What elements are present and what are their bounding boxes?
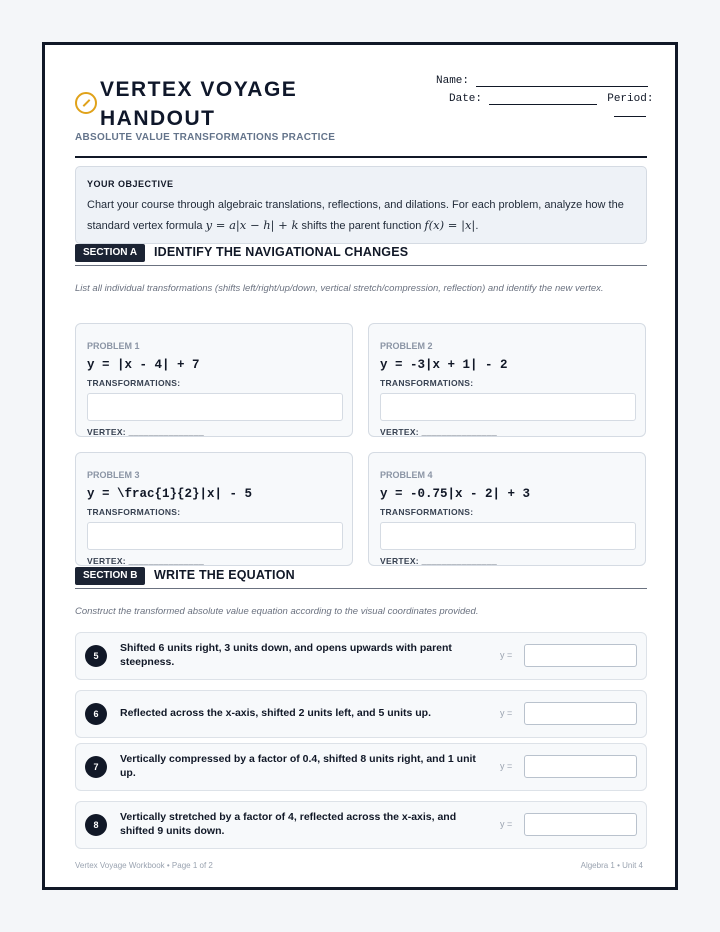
date-field[interactable] [449,93,653,105]
period-line [614,106,646,117]
problem-card-2 [368,323,646,437]
y-equals-label: y = [500,708,513,718]
date-line [489,94,597,105]
transformations-label: TRANSFORMATIONS: [87,378,181,388]
header-divider [75,156,647,158]
vertex-label[interactable]: VERTEX: _______________ [380,427,498,437]
date-label: Date: [449,93,483,105]
item-description: Shifted 6 units right, 3 units down, and opens upwards with parent steepness. [120,642,452,668]
list-item-6 [75,690,647,738]
equation-input[interactable] [524,644,637,667]
transformations-label: TRANSFORMATIONS: [380,507,474,517]
name-label: Name: [436,75,470,87]
y-equals-label: y = [500,819,513,829]
vertex-formula: y = a|x − h| + k [205,218,299,232]
vertex-label[interactable]: VERTEX: _______________ [87,427,205,437]
equation-input[interactable] [524,702,637,725]
problem-equation: y = |x - 4| + 7 [87,358,200,372]
section-b-badge: SECTION B [75,567,145,585]
compass-icon [75,92,97,114]
item-number: 8 [85,814,107,836]
problem-label: PROBLEM 2 [380,341,433,351]
objective-box [75,166,647,244]
problem-equation: y = \frac{1}{2}|x| - 5 [87,487,253,501]
problem-card-4 [368,452,646,566]
name-line [476,76,648,87]
page-title: VERTEX VOYAGE HANDOUT [100,78,298,130]
handout-page [42,42,678,890]
period-label: Period: [607,93,654,105]
problem-card-1 [75,323,353,437]
transformations-label: TRANSFORMATIONS: [87,507,181,517]
list-item-5 [75,632,647,680]
equation-input[interactable] [524,813,637,836]
problem-equation: y = -3|x + 1| - 2 [380,358,508,372]
list-item-8 [75,801,647,849]
period-field[interactable] [614,105,646,117]
name-field[interactable] [436,75,648,87]
item-number: 7 [85,756,107,778]
section-b-title: WRITE THE EQUATION [154,568,295,582]
section-a-title: IDENTIFY THE NAVIGATIONAL CHANGES [154,245,409,259]
transformations-label: TRANSFORMATIONS: [380,378,474,388]
problem-label: PROBLEM 4 [380,470,433,480]
item-description: Reflected across the x-axis, shifted 2 units left, and 5 units up. [120,707,431,719]
item-description: Vertically stretched by a factor of 4, reflected across the x-axis, and shifted 9 units down. [120,811,457,837]
list-item-7 [75,743,647,791]
section-a-badge: SECTION A [75,244,145,262]
transformations-input[interactable] [380,393,636,421]
section-b-divider [75,588,647,589]
item-number: 6 [85,703,107,725]
item-description: Vertically compressed by a factor of 0.4, shifted 8 units right, and 1 unit up. [120,753,476,779]
vertex-label[interactable]: VERTEX: _______________ [380,556,498,566]
objective-heading: YOUR OBJECTIVE [87,179,174,189]
equation-input[interactable] [524,755,637,778]
transformations-input[interactable] [87,393,343,421]
section-b-instructions: Construct the transformed absolute value equation according to the visual coordinates provided. [75,606,479,617]
vertex-label[interactable]: VERTEX: _______________ [87,556,205,566]
parent-function: f(x) = |x| [424,218,476,232]
problem-label: PROBLEM 3 [87,470,140,480]
section-a-instructions: List all individual transformations (shifts left/right/up/down, vertical stretch/compression, reflection) and identify the new vertex. [75,283,604,294]
y-equals-label: y = [500,761,513,771]
y-equals-label: y = [500,650,513,660]
objective-text-part: . [475,220,479,232]
objective-text [87,195,635,236]
footer-left: Vertex Voyage Workbook • Page 1 of 2 [75,861,213,870]
section-a-divider [75,265,647,266]
problem-card-3 [75,452,353,566]
problem-label: PROBLEM 1 [87,341,140,351]
page-subtitle: ABSOLUTE VALUE TRANSFORMATIONS PRACTICE [75,132,336,143]
transformations-input[interactable] [380,522,636,550]
objective-text-part: shifts the parent function [298,220,425,232]
transformations-input[interactable] [87,522,343,550]
footer-right: Algebra 1 • Unit 4 [580,861,643,870]
item-number: 5 [85,645,107,667]
objective-text-part: Chart your course through algebraic translations, reflections, and dilations. For each problem, analyze how the standard vertex formula [87,199,624,232]
problem-equation: y = -0.75|x - 2| + 3 [380,487,531,501]
